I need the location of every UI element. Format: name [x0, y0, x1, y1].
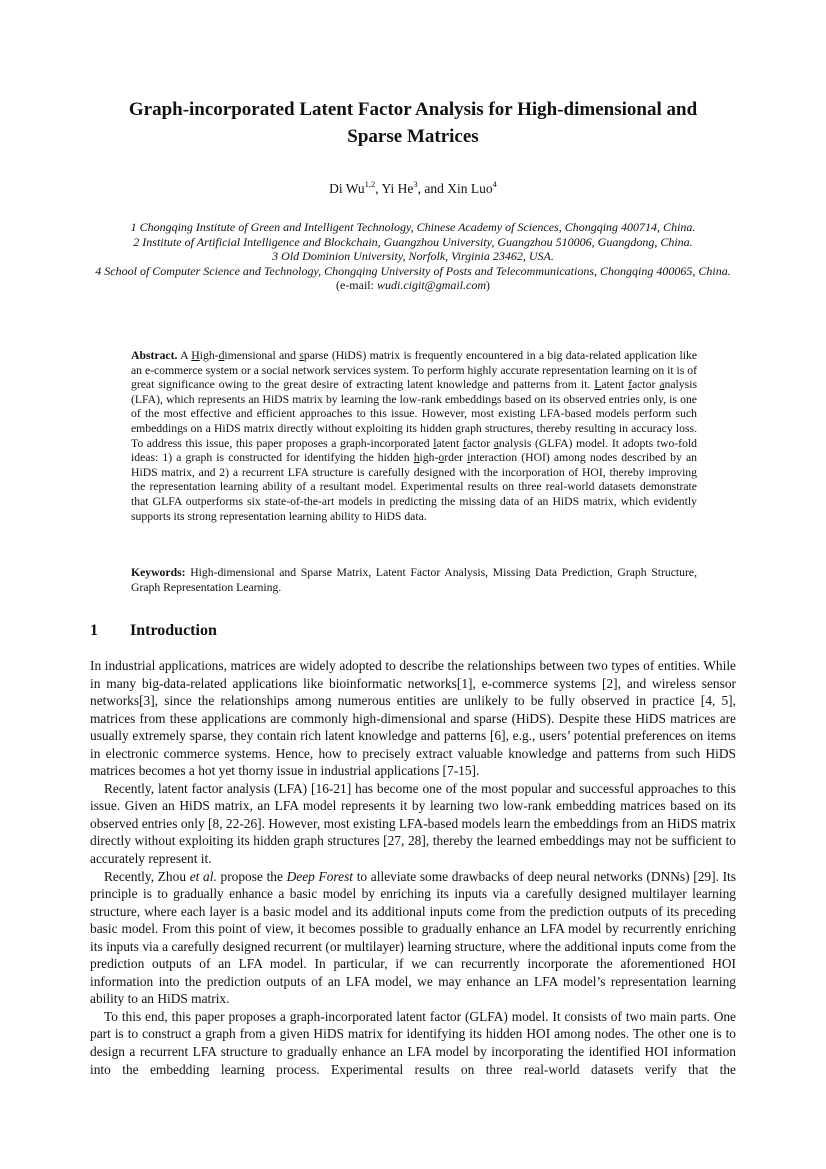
body-text: [90, 657, 736, 1078]
paragraph: In industrial applications, matrices are widely adopted to describe the relationships between two types of entities. While in many big-data-related applications like bioinformatic networks[1], e-commerce systems [2], and wireless sensor networks[3], since the relationships among numerous entities are unlikely to be fully observed in practice [4, 5], matrices from these applications are commonly high-dimensional and sparse (HiDS). Despite these HiDS matrices are usually extremely sparse, they contain rich latent knowledge and patterns [6], e.g., users’ potential preferences on items in electronic commerce systems. Hence, how to precisely extract valuable knowledge and patterns from such HiDS matrices becomes a hot yet thorny issue in industrial applications [7-15].: [90, 658, 736, 779]
abstract-text: nalysis (GLFA) model. It adopts two-fold ideas: 1) a graph is constructed for identifying the hidden: [131, 436, 698, 465]
abstract: [131, 349, 697, 524]
email-label: -mail:: [345, 278, 377, 293]
affiliation-line: 4 School of Computer Science and Technology, Chongqing University of Posts and Telecommunications, Chongqing 400065, China.: [95, 263, 731, 278]
contact-email-line: [90, 278, 736, 293]
affiliation-line: 2 Institute of Artificial Intelligence and Blockchain, Guangzhou University, Guangzhou 510006, Guangdong, China.: [133, 234, 693, 249]
affiliation-line: 3 Old Dominion University, Norfolk, Virginia 23462, USA.: [272, 249, 554, 264]
acronym-letter: o: [438, 451, 445, 465]
abstract-text: atent: [601, 378, 629, 392]
abstract-text: actor: [631, 378, 660, 392]
affiliation-block: [90, 220, 736, 293]
paper-title: Graph-incorporated Latent Factor Analysis for High-dimensional and Sparse Matrices: [128, 99, 698, 147]
acronym-letter: i: [467, 451, 471, 465]
keywords-label: Keywords:: [131, 566, 186, 579]
acronym-letter: L: [594, 378, 602, 392]
affiliation-line: 1 Chongqing Institute of Green and Intelligent Technology, Chinese Academy of Sciences, Chongqing 400714, China.: [130, 220, 696, 234]
author-affiliation-mark: 3: [413, 179, 418, 189]
keywords: [131, 566, 697, 595]
acronym-letter: f: [462, 436, 467, 450]
abstract-text: nteraction (HOI) among nodes described by an HiDS matrix, and 2) a recurrent LFA structure is carefully designed with the incorporation of HOI, thereby improving the representation learning ability of a resultant model. Experimental results on three real-world datasets demonstrate that GLFA outperforms six state-of-the-art models in predicting the missing data of an HiDS matrix, which evidently supports its strong representation learning ability to HiDS data.: [131, 451, 697, 523]
acronym-letter: h: [413, 451, 420, 465]
acronym-letter: g: [340, 436, 346, 450]
paragraph: Recently, latent factor analysis (LFA) [16-21] has become one of the most popular and successful approaches to this issue. Given an HiDS matrix, an LFA model represents it by learning two low-rank embedding matrices based on its observed entries only [8, 22-26]. However, most existing LFA-based models learn the embeddings from an HiDS matrix directly without exploiting its hidden graph structures [27, 28], thereby the learned embeddings may not be sufficient to accurately represent it.: [90, 780, 736, 867]
abstract-text: igh-: [199, 349, 219, 362]
author-affiliation-mark: 1,2: [364, 179, 376, 189]
paragraph: To this end, this paper proposes a graph-incorporated latent factor (GLFA) model. It consists of two main parts. One part is to construct a graph from a given HiDS matrix for identifying its hidden HOI among nodes. The other one is to design a recurrent LFA structure to gradually enhance an LFA model by incorporating the identified HOI information into the embedding learning process. Experimental results on three real-world datasets verify that the: [90, 1008, 736, 1077]
acronym-letter: H: [191, 349, 200, 362]
abstract-text: parse (HiDS) matrix is frequently encountered in a big data-related application like an e-commerce system or a social network services system. To perform highly accurate representation learning on it is of great significance owing to the great desire of extracting latent knowledge and patterns from it.: [131, 349, 698, 392]
keywords-text: High-dimensional and Sparse Matrix, Latent Factor Analysis, Missing Data Prediction, Graph Structure, Graph Representation Learning.: [131, 566, 697, 594]
author-name: Di Wu: [329, 181, 365, 196]
acronym-letter: l: [433, 436, 437, 450]
abstract-text: actor: [466, 436, 494, 450]
author-name: Yi He: [381, 181, 414, 196]
abstract-text: atent: [436, 436, 463, 450]
abstract-text: nalysis (LFA), which represents an HiDS matrix by learning the low-rank embeddings based on its observed entries only, is one of the most effective and efficient approaches to this issue. However, most existing LFA-based models perform such embeddings on a HiDS matrix directly without exploiting its hidden graph structures, thereby resulting in accuracy loss. To address this issue, this paper proposes a: [131, 378, 697, 450]
acronym-letter: f: [628, 378, 632, 392]
author-separator: , and: [417, 181, 448, 196]
section-heading: [90, 621, 217, 641]
acronym-letter: a: [493, 436, 499, 450]
author-separator: ,: [375, 181, 382, 196]
email-prefix: (e: [335, 278, 346, 293]
section-title: Introduction: [130, 622, 217, 639]
author-affiliation-mark: 4: [492, 179, 497, 189]
abstract-text: raph-incorporated: [345, 436, 434, 450]
paragraph-text: propose the: [216, 868, 287, 884]
abstract-text: igh-: [419, 451, 439, 465]
paragraph-emphasis: et al.: [189, 868, 217, 884]
acronym-letter: d: [218, 349, 225, 362]
abstract-label: Abstract.: [131, 349, 178, 362]
paragraph-text: to alleviate some drawbacks of deep neural networks (DNNs) [29]. Its principle is to gradually enhance a basic model by enriching its inputs via a carefully designed multilayer learning structure, where each layer is a basic model and its additional inputs come from the prediction outputs of its preceding basic model. From this point of view, it becomes possible to gradually enhance an LFA model by recurrently enriching its inputs via a carefully designed recurrent (or multilayer) learning structure, where the additional inputs come from the prediction outputs of an LFA model. In particular, if we can recurrently incorporate the aforementioned HOI information into the prediction outputs of an LFA model, we may enhance an LFA model’s representation learning ability to an HiDS matrix.: [90, 868, 736, 1007]
author-name: Xin Luo: [447, 181, 493, 196]
author-list: [0, 180, 826, 198]
paragraph-text: Recently, Zhou: [104, 868, 190, 884]
email-suffix: ): [486, 278, 491, 293]
paragraph-emphasis: Deep Forest: [286, 868, 354, 884]
acronym-letter: s: [299, 349, 304, 362]
abstract-text: rder: [444, 451, 468, 465]
acronym-letter: a: [659, 378, 665, 392]
abstract-text: A: [177, 349, 192, 362]
email-address: wudi.cigit@gmail.com: [376, 278, 487, 293]
section-number: 1: [90, 622, 98, 639]
abstract-text: imensional and: [224, 349, 300, 362]
paragraph: [90, 868, 736, 1008]
